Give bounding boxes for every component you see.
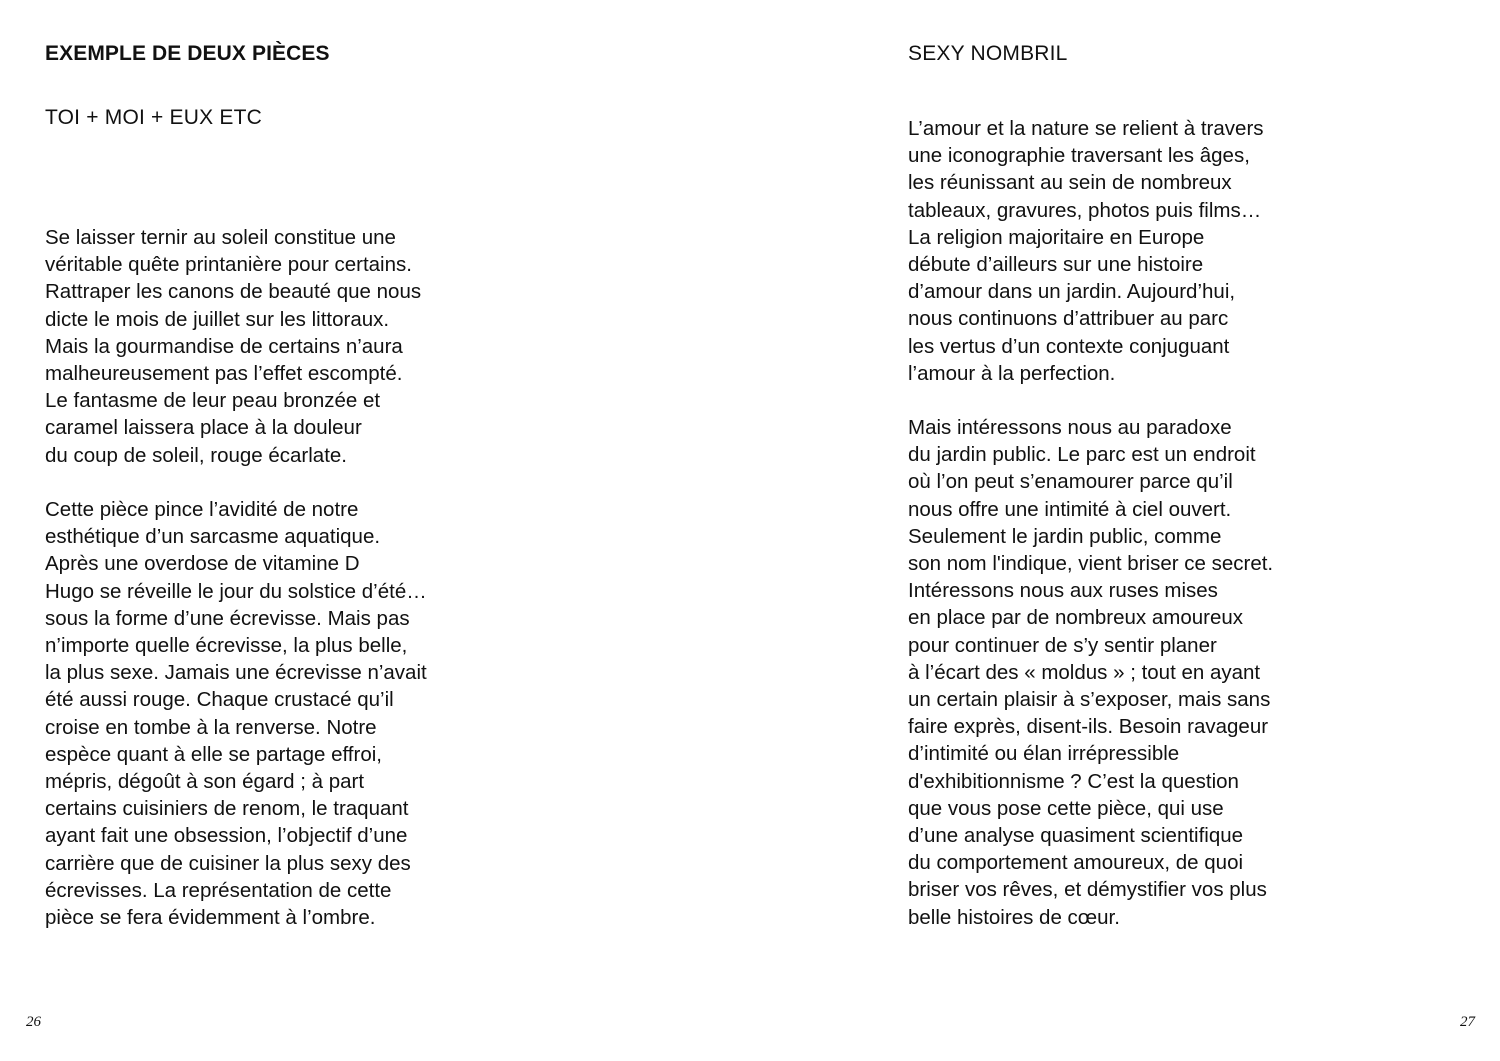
text-line: où l’on peut s’enamourer parce qu’il — [908, 470, 1233, 494]
text-line: écrevisses. La représentation de cette — [45, 878, 392, 902]
text-line: une iconographie traversant les âges, — [908, 144, 1250, 168]
text-line: Se laisser ternir au soleil constitue une — [45, 226, 396, 249]
text-line: croise en tombe à la renverse. Notre — [45, 715, 377, 739]
text-line: été aussi rouge. Chaque crustacé qu’il — [45, 688, 394, 712]
text-line: Le fantasme de leur peau bronzée et — [45, 389, 381, 413]
right-page — [750, 0, 1500, 1061]
text-line: espèce quant à elle se partage effroi, — [45, 742, 382, 766]
text-line: Seulement le jardin public, comme — [908, 524, 1222, 548]
text-line: débute d’ailleurs sur une histoire — [908, 253, 1204, 277]
text-line: certains cuisiniers de renom, le traquant — [45, 797, 409, 821]
left-paragraph-2 — [45, 496, 427, 931]
section-heading: EXEMPLE DE DEUX PIÈCES — [45, 42, 330, 65]
piece-title-toi-moi-eux: TOI + MOI + EUX ETC — [45, 106, 262, 129]
text-line: d’amour dans un jardin. Aujourd’hui, — [908, 280, 1236, 304]
text-line: dicte le mois de juillet sur les littoraux. — [45, 307, 390, 331]
text-line: véritable quête printanière pour certains. — [45, 253, 412, 277]
text-line: faire exprès, disent-ils. Besoin ravageur — [908, 715, 1269, 739]
text-line: que vous pose cette pièce, qui use — [908, 796, 1224, 820]
text-line: du jardin public. Le parc est un endroit — [908, 443, 1256, 467]
text-line: pièce se fera évidemment à l’ombre. — [45, 906, 376, 930]
text-line: Rattraper les canons de beauté que nous — [45, 280, 422, 304]
text-line: La religion majoritaire en Europe — [908, 225, 1205, 249]
text-line: pour continuer de s’y sentir planer — [908, 633, 1217, 657]
text-line: Intéressons nous aux ruses mises — [908, 579, 1218, 603]
text-line: son nom l'indique, vient briser ce secret. — [908, 552, 1274, 576]
page-number-right: 27 — [1460, 1014, 1475, 1030]
text-line: caramel laissera place à la douleur — [45, 416, 362, 440]
text-line: ayant fait une obsession, l’objectif d’une — [45, 824, 408, 848]
text-line: Hugo se réveille le jour du solstice d’été… — [45, 579, 427, 603]
text-line: Mais intéressons nous au paradoxe — [908, 416, 1232, 439]
text-line: en place par de nombreux amoureux — [908, 606, 1244, 630]
right-paragraph-1 — [908, 115, 1264, 387]
text-line: les réunissant au sein de nombreux — [908, 171, 1232, 195]
text-line: n’importe quelle écrevisse, la plus belle, — [45, 634, 408, 658]
text-line: du coup de soleil, rouge écarlate. — [45, 443, 348, 467]
text-line: mépris, dégoût à son égard ; à part — [45, 770, 365, 794]
text-line: nous offre une intimité à ciel ouvert. — [908, 497, 1232, 521]
text-line: malheureusement pas l’effet escompté. — [45, 362, 403, 386]
text-line: les vertus d’un contexte conjuguant — [908, 334, 1230, 358]
piece-title-sexy-nombril: SEXY NOMBRIL — [908, 42, 1068, 65]
left-paragraph-1 — [45, 224, 421, 469]
right-paragraph-2 — [908, 414, 1273, 931]
text-line: belle histoires de cœur. — [908, 905, 1120, 929]
text-line: tableaux, gravures, photos puis films… — [908, 198, 1262, 222]
text-line: Mais la gourmandise de certains n’aura — [45, 334, 403, 358]
text-line: L’amour et la nature se relient à travers — [908, 117, 1264, 140]
text-line: à l’écart des « moldus » ; tout en ayant — [908, 660, 1261, 684]
text-line: d'exhibitionnisme ? C’est la question — [908, 769, 1239, 793]
text-line: la plus sexe. Jamais une écrevisse n’avait — [45, 661, 427, 685]
text-line: un certain plaisir à s’exposer, mais sans — [908, 688, 1271, 712]
text-line: sous la forme d’une écrevisse. Mais pas — [45, 606, 410, 630]
text-line: d’une analyse quasiment scientifique — [908, 824, 1244, 848]
text-line: du comportement amoureux, de quoi — [908, 851, 1244, 875]
text-line: d’intimité ou élan irrépressible — [908, 742, 1180, 766]
text-line: Cette pièce pince l’avidité de notre — [45, 498, 359, 521]
text-line: esthétique d’un sarcasme aquatique. — [45, 525, 381, 549]
text-line: l’amour à la perfection. — [908, 361, 1116, 385]
text-line: nous continuons d’attribuer au parc — [908, 307, 1229, 331]
page-number-left: 26 — [26, 1014, 41, 1030]
text-line: Après une overdose de vitamine D — [45, 552, 360, 576]
text-line: briser vos rêves, et démystifier vos plus — [908, 878, 1267, 902]
text-line: carrière que de cuisiner la plus sexy des — [45, 851, 411, 875]
